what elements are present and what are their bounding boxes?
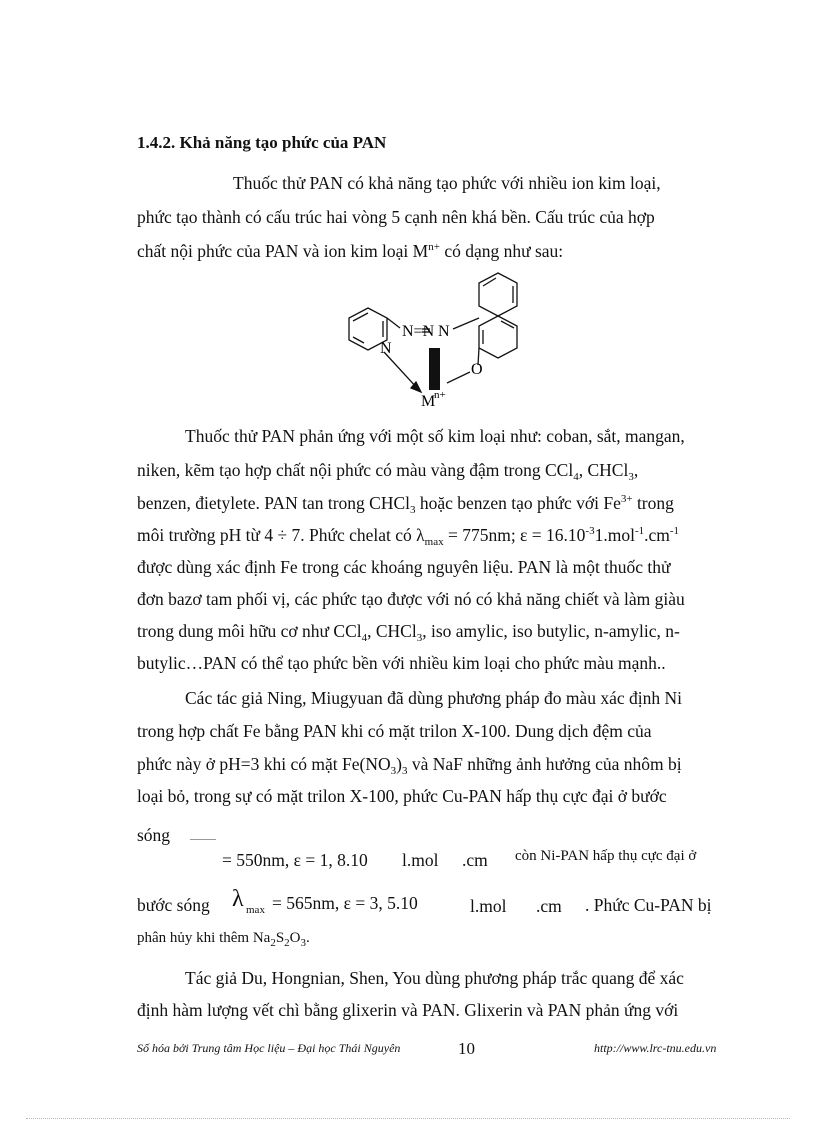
para3-line2: trong hợp chất Fe bằng PAN khi có mặt trilon X-100. Dung dịch đệm của	[137, 721, 652, 741]
para3-line4: loại bỏ, trong sự có mặt trilon X-100, phức Cu-PAN hấp thụ cực đại ở bước	[137, 786, 667, 806]
para1-line3: chất nội phức của PAN và ion kim loại $M^{n+}$ có dạng như sau:	[137, 241, 564, 261]
para4-line2: định hàm lượng vết chì bằng glixerin và PAN. Glixerin và PAN phản ứng với	[137, 1000, 679, 1020]
para3-line5-tail: còn Ni-PAN hấp thụ cực đại ở	[515, 848, 697, 864]
para3-line6-label: bước sóng	[137, 895, 210, 915]
para2-line8: butylic…PAN có thể tạo phức bền với nhiều kim loại cho phức màu mạnh..	[137, 653, 666, 673]
para2-line1: Thuốc thử PAN phản ứng với một số kim loại như: coban, sắt, mangan,	[185, 426, 685, 446]
para4-line1: Tác giả Du, Hongnian, Shen, You dùng phương pháp trắc quang để xác	[185, 968, 684, 988]
page-number: 10	[458, 1039, 475, 1058]
eq2-unit-cm: .cm	[536, 896, 562, 916]
eq1-value: = 550nm, ε = 1, 8.10	[222, 850, 368, 870]
oxygen-label: O	[471, 361, 483, 378]
para2-line3: benzen, đietylete. PAN tan trong CHCl$_3$ hoặc benzen tạo phức với $Fe^{3+}$ trong	[137, 493, 674, 516]
pan-complex-structure	[330, 268, 560, 416]
eq1-unit-mol: l.mol	[402, 850, 439, 870]
azo-n-right-label: N	[438, 323, 450, 340]
page-bottom-divider	[26, 1118, 790, 1119]
lambda-symbol: λ	[232, 886, 244, 912]
lambda-placeholder-mark	[190, 839, 216, 840]
para3-line5-label: sóng	[137, 825, 171, 845]
para3-line3: phức này ở pH=3 khi có mặt $Fe(NO_3)_3$ và NaF những ảnh hưởng của nhôm bị	[137, 754, 682, 777]
para3-line6-tail: . Phức Cu-PAN bị	[585, 895, 712, 915]
para1-line2: phức tạo thành có cấu trúc hai vòng 5 cạnh nên khá bền. Cấu trúc của hợp	[137, 207, 655, 227]
eq1-unit-cm: .cm	[462, 850, 488, 870]
para2-line5: được dùng xác định Fe trong các khoáng nguyên liệu. PAN là một thuốc thử	[137, 557, 671, 577]
para1-line1: Thuốc thử PAN có khả năng tạo phức với nhiều ion kim loại,	[233, 173, 661, 193]
para2-line7: trong dung môi hữu cơ như CCl$_4$, CHCl$_3$, iso amylic, iso butylic, n-amylic, n-	[137, 621, 680, 644]
azo-label: N=N	[402, 323, 435, 340]
footer-url: http://www.lrc-tnu.edu.vn	[594, 1041, 717, 1055]
pyridine-n-label: N	[380, 340, 392, 357]
para3-line1: Các tác giả Ning, Miugyuan đã dùng phương pháp đo màu xác định Ni	[185, 688, 682, 708]
para3-line7: phân hủy khi thêm $Na_2S_2O_3$.	[137, 930, 310, 949]
para2-line6: đơn bazơ tam phối vị, các phức tạo được với nó có khả năng chiết và làm giàu	[137, 589, 685, 609]
metal-charge-label: n+	[434, 389, 446, 401]
para2-line4: môi trường pH từ 4 ÷ 7. Phức chelat có $\lambda_{max} = 775nm$; $\varepsilon = 16.10^{-3}1.mol^{-1}.cm^{-1}$	[137, 525, 680, 548]
eq2-unit-mol: l.mol	[470, 896, 507, 916]
eq2-value: = 565nm, ε = 3, 5.10	[272, 893, 418, 913]
metal-label: M	[421, 393, 436, 410]
lambda-max-subscript: max	[246, 904, 265, 916]
footer-source: Số hóa bởi Trung tâm Học liệu – Đại học Thái Nguyên	[137, 1041, 401, 1055]
section-heading: 1.4.2. Khả năng tạo phức của PAN	[137, 133, 387, 152]
para2-line2: niken, kẽm tạo hợp chất nội phức có màu vàng đậm trong CCl$_4$, CHCl$_3$,	[137, 460, 639, 483]
